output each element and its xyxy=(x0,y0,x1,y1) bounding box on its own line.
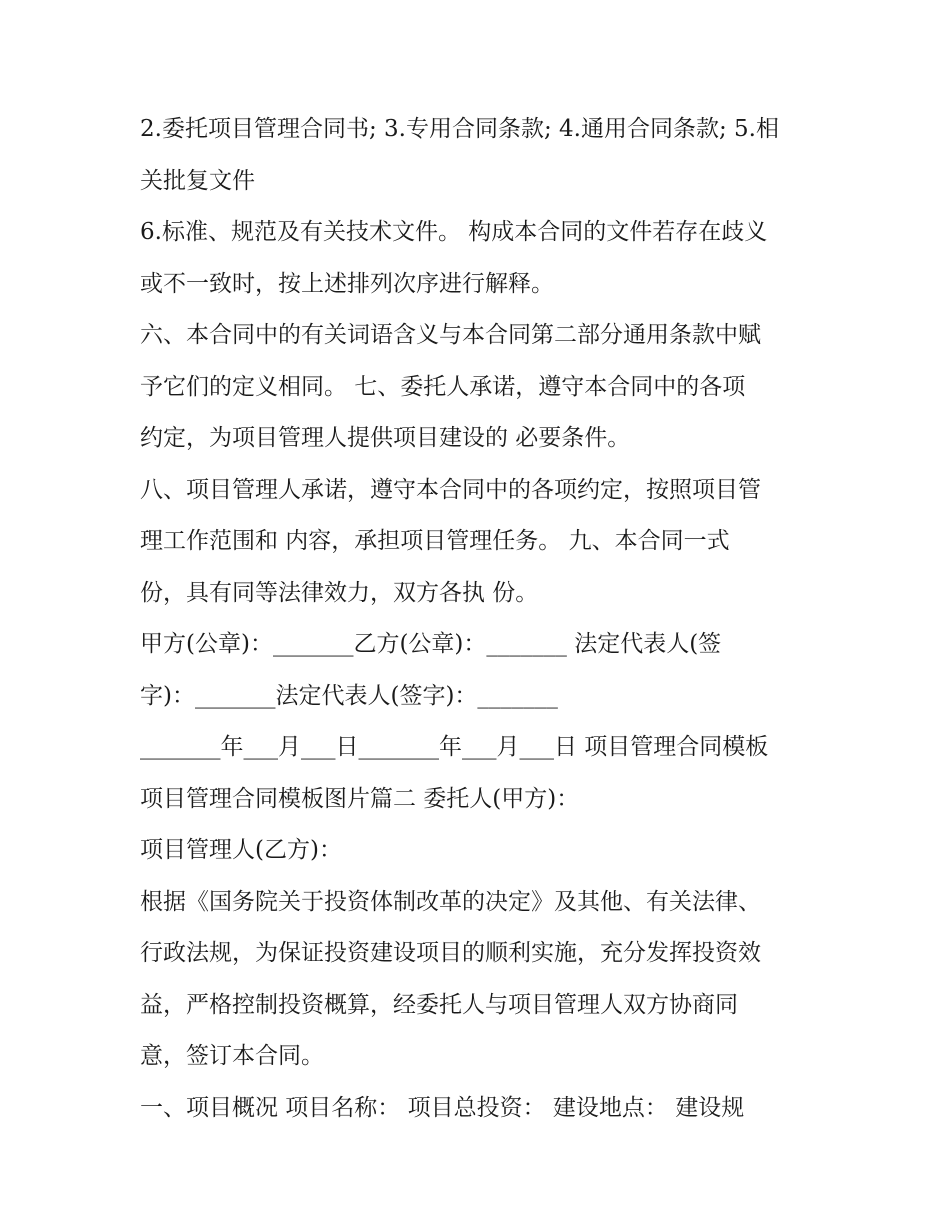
text-line: 意，签订本合同。 xyxy=(140,1043,324,1069)
text-line: 八、项目管理人承诺，遵守本合同中的各项约定，按照项目管 xyxy=(140,476,761,503)
section-heading: 项目管理合同模板图片篇二 委托人(甲方)： xyxy=(140,785,580,812)
date-line: _______年___月___日_______年___月___日 项目管理合同模板 xyxy=(140,734,769,760)
text-line: 关批复文件 xyxy=(140,167,255,194)
signature-line: 甲方(公章)：_______乙方(公章)：_______ 法定代表人(签 xyxy=(140,631,722,657)
text-line: 一、项目概况 项目名称： 项目总投资： 建设地点： 建设规 xyxy=(140,1094,745,1121)
text-line: 益，严格控制投资概算，经委托人与项目管理人双方协商同 xyxy=(140,991,738,1018)
text-line: 六、本合同中的有关词语含义与本合同第二部分通用条款中赋 xyxy=(140,322,761,348)
contract-text-body xyxy=(140,104,820,1134)
text-line: 理工作范围和 内容，承担项目管理任务。 九、本合同一式 xyxy=(140,528,730,554)
text-line: 份，具有同等法律效力，双方各执 份。 xyxy=(140,579,539,606)
signature-line: 字)：_______法定代表人(签字)：_______ xyxy=(140,682,558,709)
text-line: 行政法规，为保证投资建设项目的顺利实施，充分发挥投资效 xyxy=(140,940,761,966)
text-line: 或不一致时，按上述排列次序进行解释。 xyxy=(140,270,554,297)
text-line: 约定，为项目管理人提供项目建设的 必要条件。 xyxy=(140,425,631,451)
text-line: 根据《国务院关于投资体制改革的决定》及其他、有关法律、 xyxy=(140,888,761,915)
text-line: 予它们的定义相同。 七、委托人承诺，遵守本合同中的各项 xyxy=(140,373,746,400)
text-line: 项目管理人(乙方)： xyxy=(140,837,342,863)
text-line: 6.标准、规范及有关技术文件。 构成本合同的文件若存在歧义 xyxy=(140,219,768,245)
text-line: 2.委托项目管理合同书; 3.专用合同条款; 4.通用合同条款; 5.相 xyxy=(140,116,779,142)
